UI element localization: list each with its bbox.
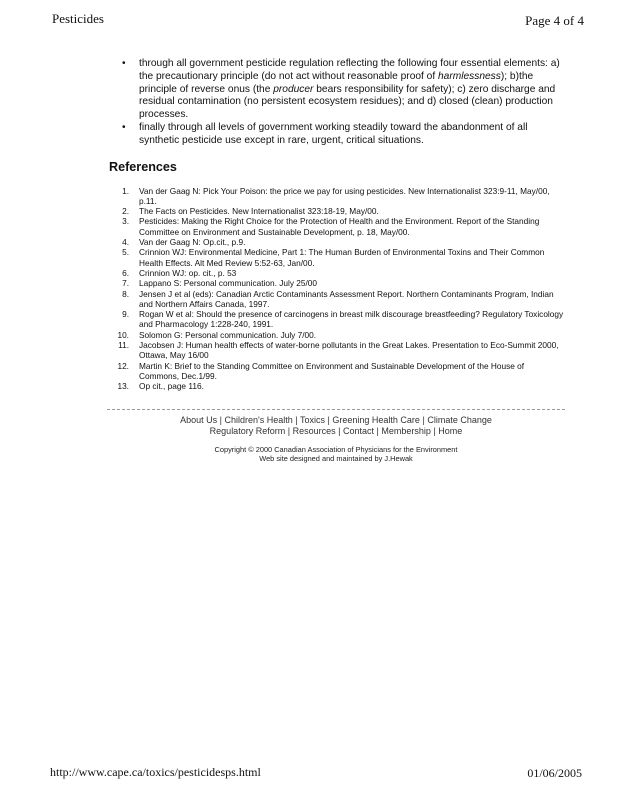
footer-link-resources[interactable]: Resources: [292, 426, 336, 436]
reference-number: 2.: [122, 206, 129, 217]
nav-separator: |: [433, 426, 436, 436]
copyright-text: Copyright © 2000 Canadian Association of Physicians for the Environment: [214, 445, 458, 454]
reference-number: 12.: [117, 360, 129, 371]
site-credit: Web site designed and maintained by J.Hewak: [259, 453, 413, 463]
print-footer-url: http://www.cape.ca/toxics/pesticidesps.html: [50, 765, 261, 779]
recommendation-item: [122, 58, 564, 122]
print-header-title: Pesticides: [52, 11, 104, 26]
article-content: [109, 58, 564, 392]
reference-item: [109, 330, 564, 340]
reference-number: 8.: [122, 288, 129, 299]
reference-text: Crinnion WJ: Environmental Medicine, Part 1: The Human Burden of Environmental Toxins and Their Common Health Effects. Alt Med Review 5:52-63, Jan/00.: [139, 247, 545, 268]
references-heading: References: [109, 159, 177, 174]
reference-number: 10.: [117, 329, 129, 340]
recommendation-text: finally through all levels of government working steadily toward the abandonment of all synthetic pesticide use except in rare, urgent, critical situations.: [139, 121, 528, 146]
nav-separator: |: [338, 426, 341, 436]
site-footer: [107, 415, 565, 464]
footer-link-greening-health-care[interactable]: Greening Health Care: [332, 415, 420, 425]
references-list: [109, 186, 564, 392]
reference-item: [109, 361, 564, 382]
reference-item: [109, 289, 564, 310]
reference-item: [109, 340, 564, 361]
recommendation-list: [109, 58, 564, 148]
footer-link-toxics[interactable]: Toxics: [300, 415, 326, 425]
reference-number: 1.: [122, 185, 129, 196]
reference-item: [109, 278, 564, 288]
reference-item: [109, 268, 564, 278]
nav-separator: |: [376, 426, 379, 436]
reference-item: [109, 247, 564, 268]
reference-number: 9.: [122, 309, 129, 320]
footer-link-about-us[interactable]: About Us: [180, 415, 218, 425]
footer-link-home[interactable]: Home: [438, 426, 463, 436]
nav-separator: |: [219, 415, 223, 425]
reference-number: 4.: [122, 237, 129, 248]
reference-number: 7.: [122, 278, 129, 289]
recommendation-text: bears responsibility for safety); c) zero discharge and residual contamination (no persistent ecosystem residues); and d) closed (clean) production processes.: [139, 83, 556, 121]
reference-number: 5.: [122, 247, 129, 258]
reference-number: 6.: [122, 267, 129, 278]
reference-item: [109, 206, 564, 216]
emphasis-harmlessness: harmlessness: [438, 70, 501, 82]
footer-link-childrens-health[interactable]: Children's Health: [224, 415, 293, 425]
footer-link-contact[interactable]: Contact: [342, 426, 375, 436]
copyright-block: [107, 446, 565, 464]
footer-divider: [107, 409, 565, 410]
print-footer-date: 01/06/2005: [527, 766, 582, 780]
recommendation-item: [122, 121, 564, 148]
footer-link-membership[interactable]: Membership: [381, 426, 431, 436]
nav-separator: |: [295, 415, 298, 425]
reference-text: Jensen J et al (eds): Canadian Arctic Contaminants Assessment Report. Northern Contaminants Program, Indian and Northern Affairs Canada, 1997.: [139, 288, 554, 309]
bullet-icon: •: [122, 58, 126, 69]
recommendation-text: through all government pesticide regulation reflecting the following four essential elements: a) the precautionary principle (do not act without reasonable proof of: [139, 58, 560, 82]
reference-item: [109, 216, 564, 237]
bullet-icon: •: [122, 121, 126, 133]
reference-item: [109, 309, 564, 330]
reference-number: 3.: [122, 216, 129, 227]
footer-link-climate-change[interactable]: Climate Change: [427, 415, 492, 425]
reference-text: Lappano S: Personal communication. July 25/00: [139, 278, 318, 289]
footer-nav-row-1: [107, 415, 565, 426]
reference-text: Martin K: Brief to the Standing Committee on Environment and Sustainable Development of the House of Commons, Dec.1/99.: [139, 360, 525, 381]
reference-item: [109, 186, 564, 207]
reference-text: Jacobsen J: Human health effects of water-borne pollutants in the Great Lakes. Presentation to Eco-Summit 2000, Ottawa, May 16/00: [139, 340, 559, 361]
reference-number: 13.: [117, 381, 129, 392]
print-header-page-count: Page 4 of 4: [525, 13, 584, 28]
nav-separator: |: [287, 426, 291, 436]
nav-separator: |: [422, 415, 425, 425]
nav-separator: |: [327, 415, 330, 425]
reference-number: 11.: [118, 340, 129, 351]
footer-nav-row-2: [107, 426, 565, 437]
reference-text: Crinnion WJ: op. cit., p. 53: [139, 267, 237, 278]
reference-text: Pesticides: Making the Right Choice for the Protection of Health and the Environment. Report of the Standing Committee on Environment and Sustainable Development, p. 18, May/00.: [139, 216, 540, 237]
footer-link-regulatory-reform[interactable]: Regulatory Reform: [209, 426, 286, 436]
reference-item: [109, 381, 564, 391]
reference-text: Solomon G: Personal communication. July 7/00.: [139, 329, 317, 340]
reference-text: Van der Gaag N: Op.cit., p.9.: [139, 237, 246, 248]
reference-text: Van der Gaag N: Pick Your Poison: the price we pay for using pesticides. New Internationalist 323:9-11, May/00, p.11.: [139, 185, 550, 206]
reference-text: The Facts on Pesticides. New Internationalist 323:18-19, May/00.: [139, 206, 379, 217]
reference-item: [109, 237, 564, 247]
reference-text: Op cit., page 116.: [139, 381, 204, 392]
emphasis-producer: producer: [273, 83, 314, 95]
reference-text: Rogan W et al: Should the presence of carcinogens in breast milk discourage breastfeeding? Regulatory Toxicology and Pharmacology 1:228-240, 1991.: [139, 309, 564, 330]
recommendation-text: ); b)the principle of reverse onus (the: [139, 70, 534, 95]
